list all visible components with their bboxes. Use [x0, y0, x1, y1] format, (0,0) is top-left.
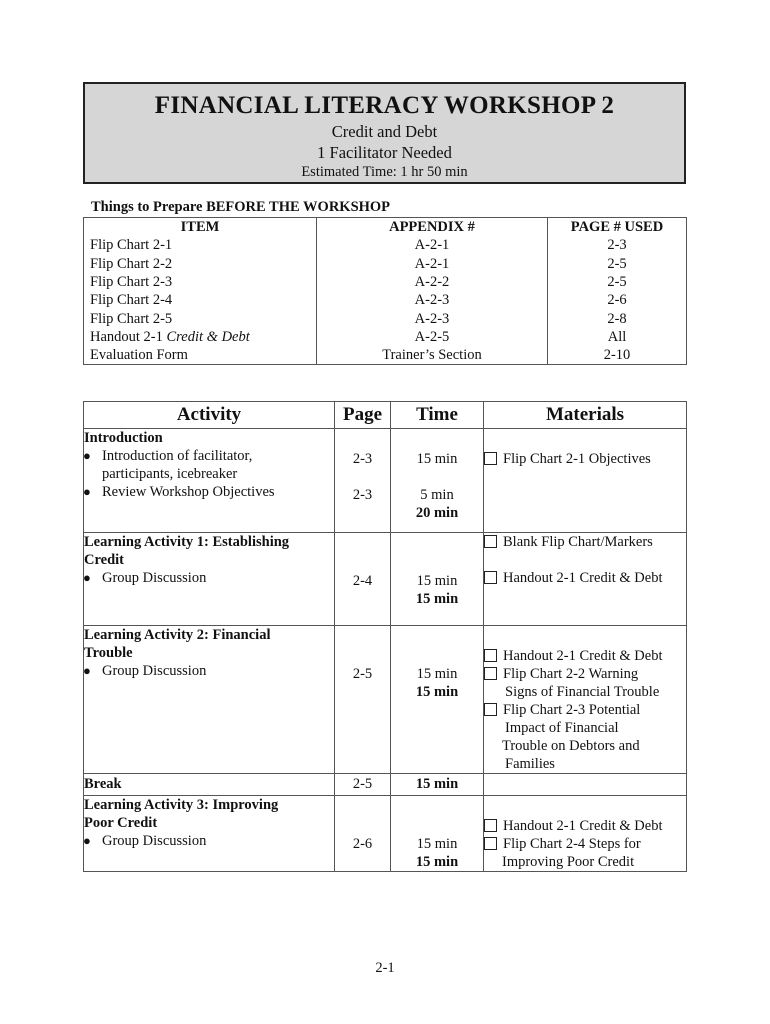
prep-page: 2-5: [548, 255, 687, 273]
checkbox-icon[interactable]: [484, 703, 497, 716]
time-value: 15 min: [416, 666, 458, 682]
activity-title: Break: [84, 776, 122, 792]
spacer: [391, 468, 483, 486]
materials-cell: [484, 533, 687, 626]
table-row: [84, 626, 687, 774]
time-value: 15 min: [416, 573, 458, 589]
title-box: [83, 82, 686, 184]
table-row: [84, 236, 687, 254]
checkbox-icon[interactable]: [484, 452, 497, 465]
table-row: [84, 429, 687, 533]
activity-title: Trouble: [84, 645, 133, 661]
checkbox-icon[interactable]: [484, 667, 497, 680]
list-item: [84, 832, 334, 850]
prep-header-row: [84, 218, 687, 237]
table-row: [84, 774, 687, 796]
prep-appendix: Trainer’s Section: [317, 346, 548, 365]
col-materials: Materials: [484, 402, 687, 429]
activity-header-row: [84, 402, 687, 429]
prep-item: Flip Chart 2-5: [84, 309, 317, 327]
prep-appendix: A-2-3: [317, 291, 548, 309]
col-time: Time: [391, 402, 484, 429]
time-cell: [391, 774, 484, 796]
prep-page: 2-6: [548, 291, 687, 309]
col-page: Page: [335, 402, 391, 429]
list-item-continued: [84, 465, 334, 483]
time-total: 15 min: [415, 684, 459, 700]
bullet-icon: ●: [83, 663, 91, 678]
page-cell: [335, 533, 391, 626]
material-text: Flip Chart 2-2 Warning: [503, 666, 639, 682]
workshop-title: FINANCIAL LITERACY WORKSHOP 2: [154, 92, 615, 119]
list-item: [84, 447, 334, 465]
material-text-continued: Families: [505, 756, 555, 772]
activity-title: Learning Activity 3: Improving: [84, 797, 279, 813]
prep-page: 2-8: [548, 309, 687, 327]
bullet-icon: ●: [83, 448, 91, 463]
material-text: Handout 2-1 Credit & Debt: [503, 818, 663, 834]
spacer: [335, 468, 390, 486]
page-value: 2-5: [352, 776, 373, 792]
table-row: [84, 533, 687, 626]
prep-page: 2-3: [548, 236, 687, 254]
activity-title: Introduction: [84, 430, 163, 446]
activity-cell: [84, 626, 335, 774]
facilitators-needed: 1 Facilitator Needed: [317, 143, 452, 162]
bullet-text: Group Discussion: [102, 570, 207, 586]
prep-appendix: A-2-3: [317, 309, 548, 327]
page-cell: [335, 774, 391, 796]
checkbox-icon[interactable]: [484, 837, 497, 850]
prep-item: Evaluation Form: [84, 346, 317, 365]
material-text: Handout 2-1 Credit & Debt: [503, 570, 663, 586]
time-cell: [391, 533, 484, 626]
page-cell: [335, 796, 391, 872]
material-item: [484, 647, 686, 665]
list-item: [84, 662, 334, 680]
materials-cell: [484, 796, 687, 872]
page-number: 2-1: [375, 960, 395, 976]
activity-cell: [84, 533, 335, 626]
prep-page: 2-10: [548, 346, 687, 365]
page-value: 2-3: [352, 487, 373, 503]
prep-item-prefix: Handout 2-1: [90, 328, 167, 345]
table-row: [84, 291, 687, 309]
page-value: 2-6: [352, 836, 373, 852]
activity-cell: [84, 429, 335, 533]
bullet-text: Group Discussion: [102, 663, 207, 679]
material-item: [484, 701, 686, 719]
time-value: 15 min: [416, 836, 458, 852]
materials-cell: [484, 429, 687, 533]
estimated-time: Estimated Time: 1 hr 50 min: [301, 164, 468, 180]
page-cell: [335, 626, 391, 774]
prep-appendix: A-2-1: [317, 255, 548, 273]
material-item: [484, 533, 686, 551]
col-activity: Activity: [84, 402, 335, 429]
prep-item: Flip Chart 2-4: [84, 291, 317, 309]
activity-title: Learning Activity 1: Establishing: [84, 534, 290, 550]
material-item: [484, 817, 686, 835]
page-value: 2-3: [352, 451, 373, 467]
materials-cell: [484, 626, 687, 774]
prep-page: All: [548, 328, 687, 346]
prep-appendix: A-2-1: [317, 236, 548, 254]
bullet-text: Introduction of facilitator,: [102, 448, 253, 464]
activity-title: Learning Activity 2: Financial: [84, 627, 271, 643]
material-text-continued: Improving Poor Credit: [502, 854, 635, 870]
activity-table: [83, 401, 687, 872]
material-item: [484, 450, 686, 468]
time-cell: [391, 626, 484, 774]
prep-col-appendix: APPENDIX #: [317, 218, 548, 237]
workshop-subtitle: Credit and Debt: [331, 122, 438, 141]
prep-table: [83, 217, 687, 365]
activity-title: Credit: [84, 552, 125, 568]
bullet-text: Review Workshop Objectives: [102, 484, 275, 500]
page-value: 2-5: [352, 666, 373, 682]
table-row: [84, 346, 687, 365]
table-row: [84, 328, 687, 346]
list-item: [84, 569, 334, 587]
prep-item: [84, 328, 317, 346]
prep-heading: Things to Prepare BEFORE THE WORKSHOP: [91, 199, 391, 215]
material-text-continued: Trouble on Debtors and: [502, 738, 640, 754]
time-total: 15 min: [415, 776, 459, 792]
material-item: [484, 569, 686, 587]
bullet-icon: ●: [83, 833, 91, 848]
material-text: Handout 2-1 Credit & Debt: [503, 648, 663, 664]
prep-appendix: A-2-2: [317, 273, 548, 291]
time-value: 15 min: [416, 451, 458, 467]
material-text: Blank Flip Chart/Markers: [503, 534, 653, 550]
page-cell: [335, 429, 391, 533]
time-total: 15 min: [415, 854, 459, 870]
materials-cell: [484, 774, 687, 796]
checkbox-icon[interactable]: [484, 535, 497, 548]
activity-title: Poor Credit: [84, 815, 158, 831]
bullet-icon: ●: [83, 570, 91, 585]
table-row: [84, 273, 687, 291]
activity-cell: [84, 774, 335, 796]
prep-item: Flip Chart 2-2: [84, 255, 317, 273]
table-row: [84, 796, 687, 872]
table-row: [84, 309, 687, 327]
prep-item: Flip Chart 2-3: [84, 273, 317, 291]
activity-cell: [84, 796, 335, 872]
table-row: [84, 255, 687, 273]
time-value: 5 min: [420, 487, 454, 503]
time-cell: [391, 429, 484, 533]
time-total: 15 min: [415, 591, 459, 607]
material-text-continued: Signs of Financial Trouble: [505, 684, 660, 700]
time-total: 20 min: [415, 505, 459, 521]
page-value: 2-4: [352, 573, 373, 589]
material-text: Flip Chart 2-4 Steps for: [503, 836, 641, 852]
bullet-text: Group Discussion: [102, 833, 207, 849]
prep-col-page: PAGE # USED: [548, 218, 687, 237]
spacer: [484, 551, 686, 569]
prep-appendix: A-2-5: [317, 328, 548, 346]
checkbox-icon[interactable]: [484, 649, 497, 662]
time-cell: [391, 796, 484, 872]
list-item: [84, 483, 334, 501]
checkbox-icon[interactable]: [484, 819, 497, 832]
prep-item: Flip Chart 2-1: [84, 236, 317, 254]
bullet-icon: ●: [83, 484, 91, 499]
prep-col-item: ITEM: [84, 218, 317, 237]
material-item: [484, 665, 686, 683]
prep-item-italic: Credit & Debt: [166, 328, 250, 345]
material-text-continued: Impact of Financial: [505, 720, 619, 736]
bullet-text: participants, icebreaker: [102, 466, 238, 482]
material-item: [484, 835, 686, 853]
checkbox-icon[interactable]: [484, 571, 497, 584]
material-text: Flip Chart 2-1 Objectives: [503, 451, 651, 467]
prep-page: 2-5: [548, 273, 687, 291]
material-text: Flip Chart 2-3 Potential: [503, 702, 641, 718]
